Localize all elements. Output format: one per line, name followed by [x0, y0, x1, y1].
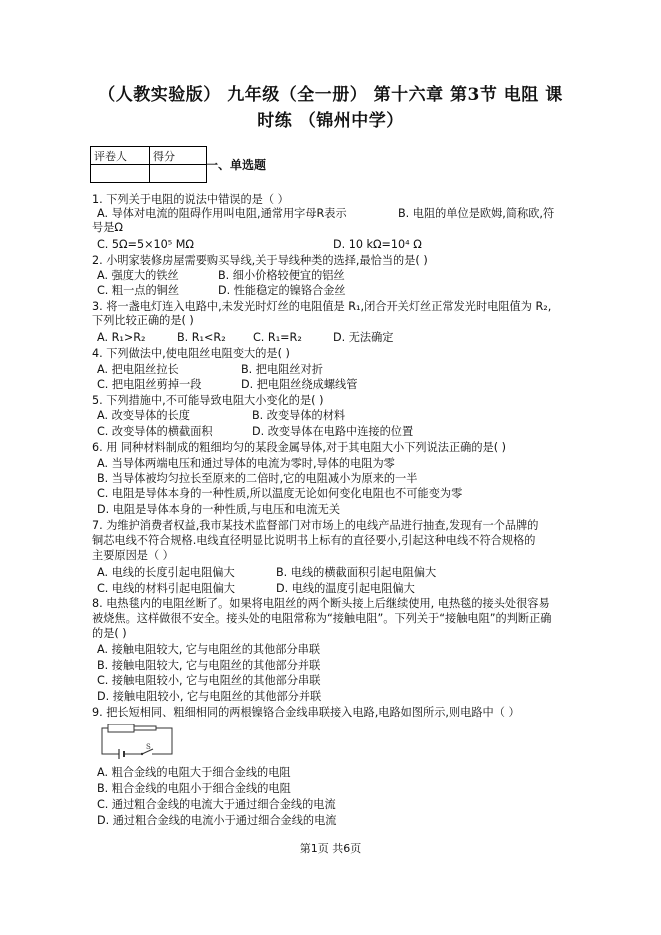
q5-stem: 5. 下列措施中,不可能导致电阻大小变化的是( )	[92, 394, 324, 407]
q3-option-a: A. R₁>R₂	[97, 331, 146, 344]
q3-stem-cont: 下列比较正确的是( )	[92, 314, 194, 327]
q6-option-b: B. 当导体被均匀拉长至原来的二倍时,它的电阻减小为原来的一半	[97, 472, 418, 485]
page-title-line-2: 时练 （锦州中学）	[257, 111, 404, 131]
switch-label: S	[146, 743, 151, 751]
q7-option-c: C. 电线的材料引起电阻偏大	[97, 582, 235, 595]
q7-option-d: D. 电线的温度引起电阻偏大	[276, 582, 415, 595]
q4-option-b: B. 把电阻丝对折	[241, 363, 323, 376]
q7-stem-cont-2: 主要原因是（ ）	[92, 549, 174, 562]
q1-stem: 1. 下列关于电阻的说法中错误的是（ ）	[92, 193, 289, 206]
q8-stem: 8. 电热毯内的电阻丝断了。如果将电阻丝的两个断头接上后继续使用, 电热毯的接头处很容易	[92, 597, 550, 610]
q8-option-a: A. 接触电阻较大, 它与电阻丝的其他部分串联	[97, 643, 321, 656]
circuit-diagram	[98, 724, 178, 760]
q8-stem-cont-1: 被烧焦。这样做很不安全。接头处的电阻常称为“接触电阻”。下列关于“接触电阻”的判断正确	[92, 612, 552, 625]
score-table	[90, 146, 207, 183]
q9-stem: 9. 把长短相同、粗细相同的两根镍铬合金线串联接入电路,电路如图所示,则电路中（ ）	[92, 706, 520, 719]
q2-option-d: D. 性能稳定的镍铬合金丝	[218, 284, 346, 297]
q4-option-a: A. 把电阻丝拉长	[97, 363, 179, 376]
q8-option-d: D. 接触电阻较小, 它与电阻丝的其他部分并联	[97, 690, 322, 703]
q9-option-d: D. 通过粗合金线的电流小于通过细合金线的电流	[97, 814, 337, 827]
q6-option-c: C. 电阻是导体本身的一种性质,所以温度无论如何变化电阻也不可能变为零	[97, 487, 463, 500]
q5-option-d: D. 改变导体在电路中连接的位置	[252, 425, 414, 438]
q1-option-d: D. 10 kΩ=10⁴ Ω	[333, 238, 422, 251]
thick-alloy-wire	[108, 724, 134, 732]
page-footer: 第1页 共6页	[299, 842, 362, 855]
q7-option-b: B. 电线的横截面积引起电阻偏大	[276, 566, 437, 579]
q4-option-d: D. 把电阻丝绕成螺线管	[241, 378, 358, 391]
q6-option-a: A. 当导体两端电压和通过导体的电流为零时,导体的电阻为零	[97, 457, 395, 470]
q5-option-a: A. 改变导体的长度	[97, 409, 190, 422]
score-table-header-score: 得分	[150, 147, 207, 165]
switch-pivot	[141, 753, 143, 755]
q2-option-c: C. 粗一点的铜丝	[97, 284, 180, 297]
page-title-line-1: （人教实验版） 九年级（全一册） 第十六章 第3节 电阻 课	[98, 85, 563, 105]
q4-stem: 4. 下列做法中,使电阻丝电阻变大的是( )	[92, 347, 290, 360]
q8-option-b: B. 接触电阻较大, 它与电阻丝的其他部分并联	[97, 659, 321, 672]
q1-option-b-cont: 号是Ω	[92, 221, 123, 234]
q7-stem: 7. 为维护消费者权益,我市某技术监督部门对市场上的电线产品进行抽查,发现有一个品牌的	[92, 519, 539, 532]
q7-stem-cont-1: 铜芯电线不符合规格.电线直径明显比说明书上标有的直径要小,引起这种电线不符合规格的	[92, 534, 536, 547]
q3-option-c: C. R₁=R₂	[253, 331, 302, 344]
q5-option-b: B. 改变导体的材料	[252, 409, 346, 422]
section-title: 一、单选题	[206, 158, 267, 172]
q2-option-b: B. 细小价格较便宜的铝丝	[218, 269, 345, 282]
score-table-header-grader: 评卷人	[91, 147, 150, 165]
q3-option-b: B. R₁<R₂	[177, 331, 226, 344]
q1-option-a: A. 导体对电流的阻碍作用叫电阻,通常用字母R表示	[97, 207, 347, 220]
q3-stem: 3. 将一盏电灯连入电路中,未发光时灯丝的电阻值是 R₁,闭合开关灯丝正常发光时电阻值为 R₂,	[92, 300, 552, 313]
q2-stem: 2. 小明家装修房屋需要购买导线,关于导线种类的选择,最恰当的是( )	[92, 254, 428, 267]
q1-option-c: C. 5Ω=5×10⁵ MΩ	[97, 238, 194, 251]
q8-option-c: C. 接触电阻较小, 它与电阻丝的其他部分串联	[97, 674, 321, 687]
q3-option-d: D. 无法确定	[333, 331, 394, 344]
q5-option-c: C. 改变导体的横截面积	[97, 425, 213, 438]
score-table-cell-grader[interactable]	[91, 165, 150, 183]
q9-option-a: A. 粗合金线的电阻大于细合金线的电阻	[97, 766, 291, 779]
q1-option-b: B. 电阻的单位是欧姆,简称欧,符	[398, 207, 555, 220]
q8-stem-cont-2: 的是( )	[92, 627, 127, 640]
q9-option-c: C. 通过粗合金线的电流大于通过细合金线的电流	[97, 798, 336, 811]
q9-option-b: B. 粗合金线的电阻小于细合金线的电阻	[97, 782, 291, 795]
thin-alloy-wire	[134, 726, 156, 730]
q6-option-d: D. 电阻是导体本身的一种性质,与电压和电流无关	[97, 503, 341, 516]
q7-option-a: A. 电线的长度引起电阻偏大	[97, 566, 235, 579]
score-table-cell-score[interactable]	[150, 165, 207, 183]
q4-option-c: C. 把电阻丝剪掉一段	[97, 378, 202, 391]
q6-stem: 6. 用 同种材料制成的粗细均匀的某段金属导体,对于其电阻大小下列说法正确的是( )	[92, 441, 507, 454]
q2-option-a: A. 强度大的铁丝	[97, 269, 179, 282]
